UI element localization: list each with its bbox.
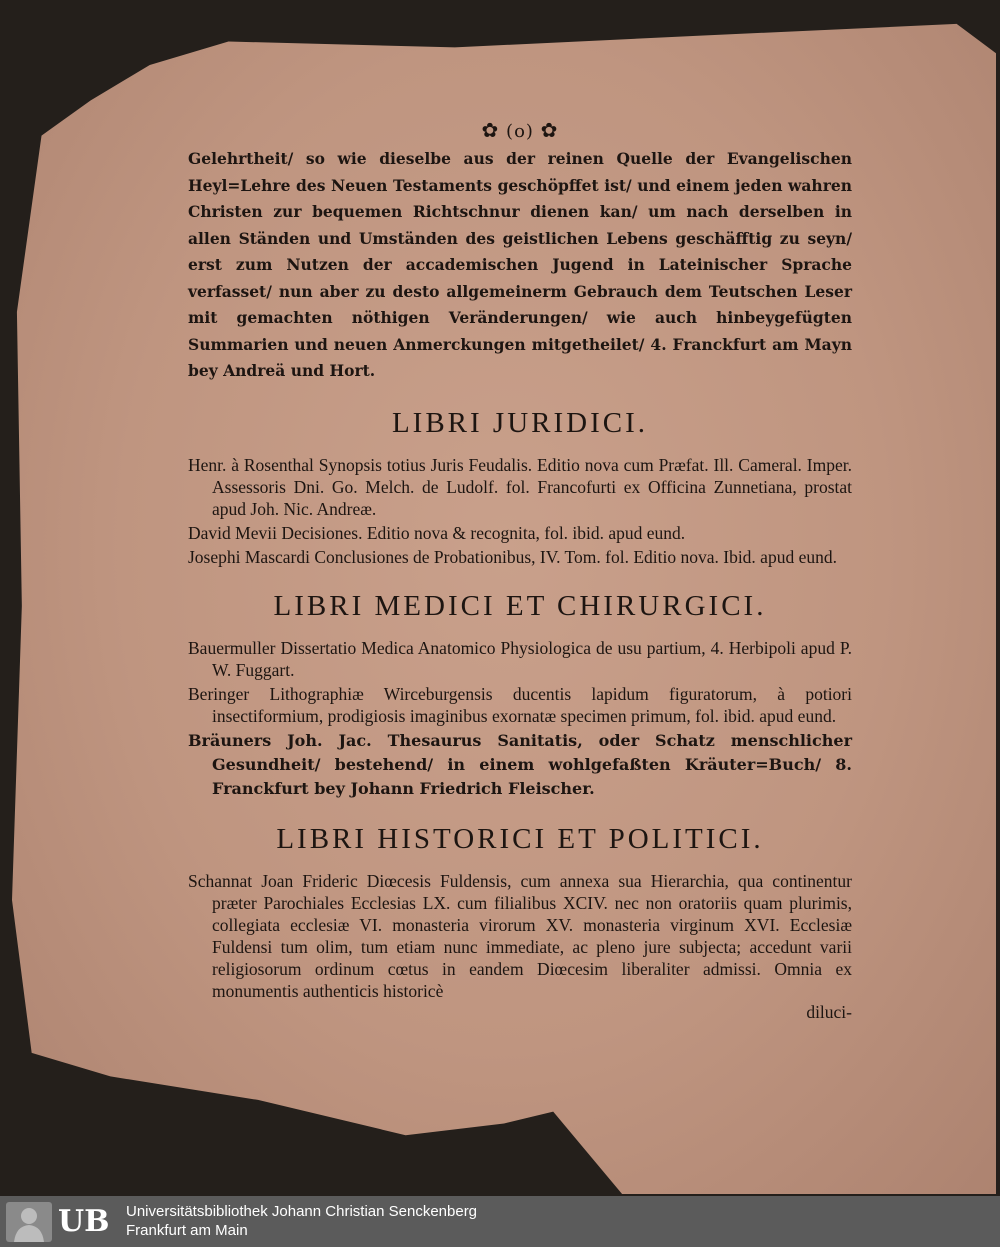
page-content (188, 118, 852, 1023)
library-city: Frankfurt am Main (126, 1222, 248, 1239)
list-item: Beringer Lithographiæ Wirceburgensis ducentis lapidum figuratorum, à potiori insectiformium, prodigiosis imaginibus exornatæ specimen primum, fol. ibid. apud eund. (188, 683, 852, 726)
entries-medici (188, 637, 852, 801)
library-name: Universitätsbibliothek Johann Christian Senckenberg (126, 1203, 478, 1220)
list-item: Josephi Mascardi Conclusiones de Probationibus, IV. Tom. fol. Editio nova. Ibid. apud eund. (188, 546, 837, 567)
library-footer (0, 1196, 1000, 1247)
ub-logo-text: UB (58, 1204, 110, 1239)
rosette-ornament-right-icon: ✿ (540, 118, 559, 142)
running-head (188, 118, 852, 142)
list-item: Henr. à Rosenthal Synopsis totius Juris Feudalis. Editio nova cum Præfat. Ill. Cameral. Imper. Assessoris Dni. Go. Melch. de Ludolf. fol. Francofurti ex Officina Zunnetiana, prostat apud Joh. Nic. Andreæ. (188, 454, 852, 519)
list-item: Schannat Joan Frideric Diœcesis Fuldensis, cum annexa sua Hierarchia, qua continentur præter Parochiales Ecclesias LX. cum filialibus XCIV. nec non oratoriis quam plurimis, collegiata ecclesiæ VI. monasteria virorum XV. monasteria virginum XVI. Ecclesiæ Fuldensi tum olim, tum etiam nunc immediate, ac pleno jure subjecta; accedunt varii religiosorum ordinum cœtus in eandem Diœcesim liberaliter admissi. Omnia ex monumentis authenticis historicè (188, 870, 852, 1001)
catchword: diluci- (806, 1001, 852, 1022)
intro-paragraph: Gelehrtheit/ so wie dieselbe aus der reinen Quelle der Evangelischen Heyl=Lehre des Neuen Testaments geschöpffet ist/ und einem jeden wahren Christen zur bequemen Richtschnur dienen kan/ um nach derselben in allen Ständen und Umständen des geistlichen Lebens geschäfftig zu seyn/ erst zum Nutzen der accademischen Jugend in Lateinischer Sprache verfasset/ nun aber zu desto allgemeinerm Gebrauch dem Teutschen Leser mit gemachten nöthigen Veränderungen/ wie auch hinbeygefügten Summarien und neuen Anmerckungen mitgetheilet/ 4. Franckfurt am Mayn bey Andreä und Hort. (188, 149, 852, 380)
list-item: Bauermuller Dissertatio Medica Anatomico Physiologica de usu partium, 4. Herbipoli apud P. W. Fuggart. (188, 637, 852, 680)
senckenberg-portrait-icon (6, 1202, 52, 1242)
list-item: David Mevii Decisiones. Editio nova & recognita, fol. ibid. apud eund. (188, 522, 686, 543)
section-heading-medici: LIBRI MEDICI ET CHIRURGICI. (273, 589, 767, 622)
section-heading-historici: LIBRI HISTORICI ET POLITICI. (276, 822, 764, 855)
ub-logo (6, 1202, 116, 1242)
list-item: Bräuners Joh. Jac. Thesaurus Sanitatis, oder Schatz menschlicher Gesundheit/ bestehend/ in einem wohlgefaßten Kräuter=Buch/ 8. Franckfurt bey Johann Friedrich Fleischer. (188, 730, 852, 798)
page-number: (o) (506, 121, 534, 142)
rosette-ornament-left-icon: ✿ (481, 118, 500, 142)
entries-historici (188, 870, 852, 1002)
entries-juridici (188, 454, 852, 568)
section-heading-juridici: LIBRI JURIDICI. (391, 406, 649, 439)
